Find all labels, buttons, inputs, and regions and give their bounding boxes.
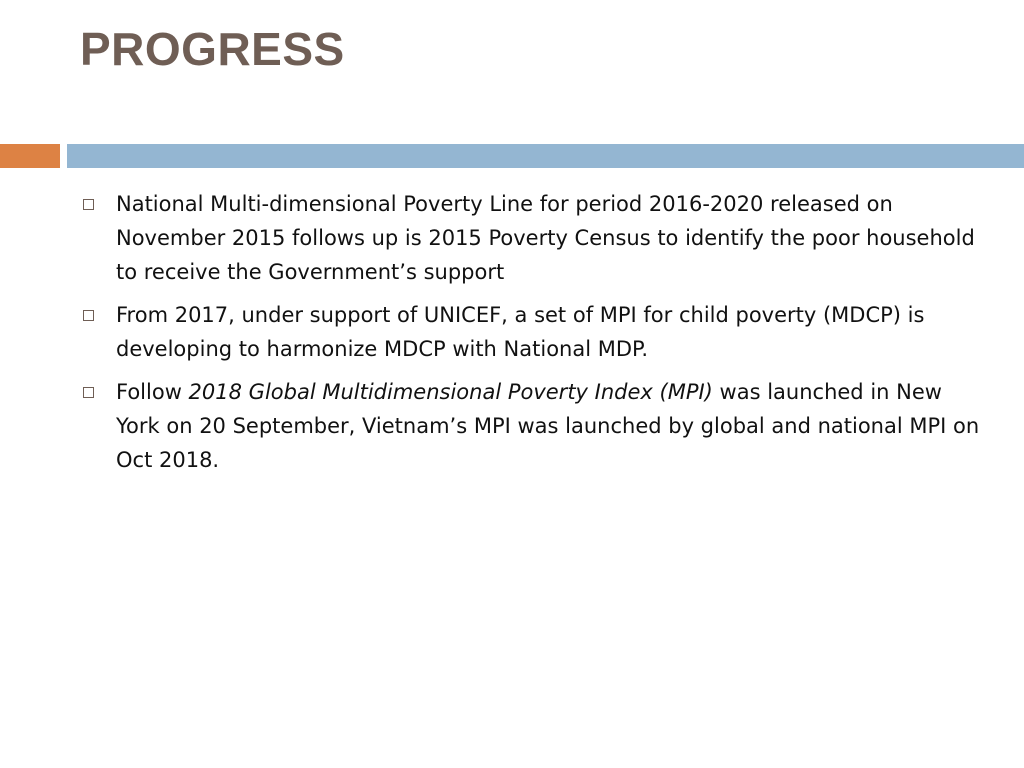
bullet-text: From 2017, under support of UNICEF, a set of MPI for child poverty (MDCP) is developing to harmonize MDCP with National MDP. [116, 303, 925, 361]
slide-title: PROGRESS [80, 23, 345, 75]
hollow-square-bullet-icon [83, 310, 94, 321]
bullet-text-italic: 2018 Global Multidimensional Poverty Index (MPI) [188, 380, 713, 404]
bullet-text-tail: was launched in New York on 20 September, Vietnam’s MPI was launched by global and national MPI on Oct 2018. [116, 380, 980, 472]
bullet-text [116, 375, 980, 477]
hollow-square-bullet-icon [83, 199, 94, 210]
bullet-item [80, 375, 980, 477]
bullet-item [80, 298, 980, 366]
bullet-item [80, 187, 980, 289]
accent-bar [0, 144, 60, 168]
bullet-text-lead: Follow [116, 380, 189, 404]
hollow-square-bullet-icon [83, 387, 94, 398]
bullet-text: National Multi-dimensional Poverty Line for period 2016-2020 released on November 2015 follows up is 2015 Poverty Census to identify the poor household to receive the Government’s support [116, 192, 975, 284]
header-rule-bar [67, 144, 1024, 168]
bullet-list [80, 187, 980, 486]
